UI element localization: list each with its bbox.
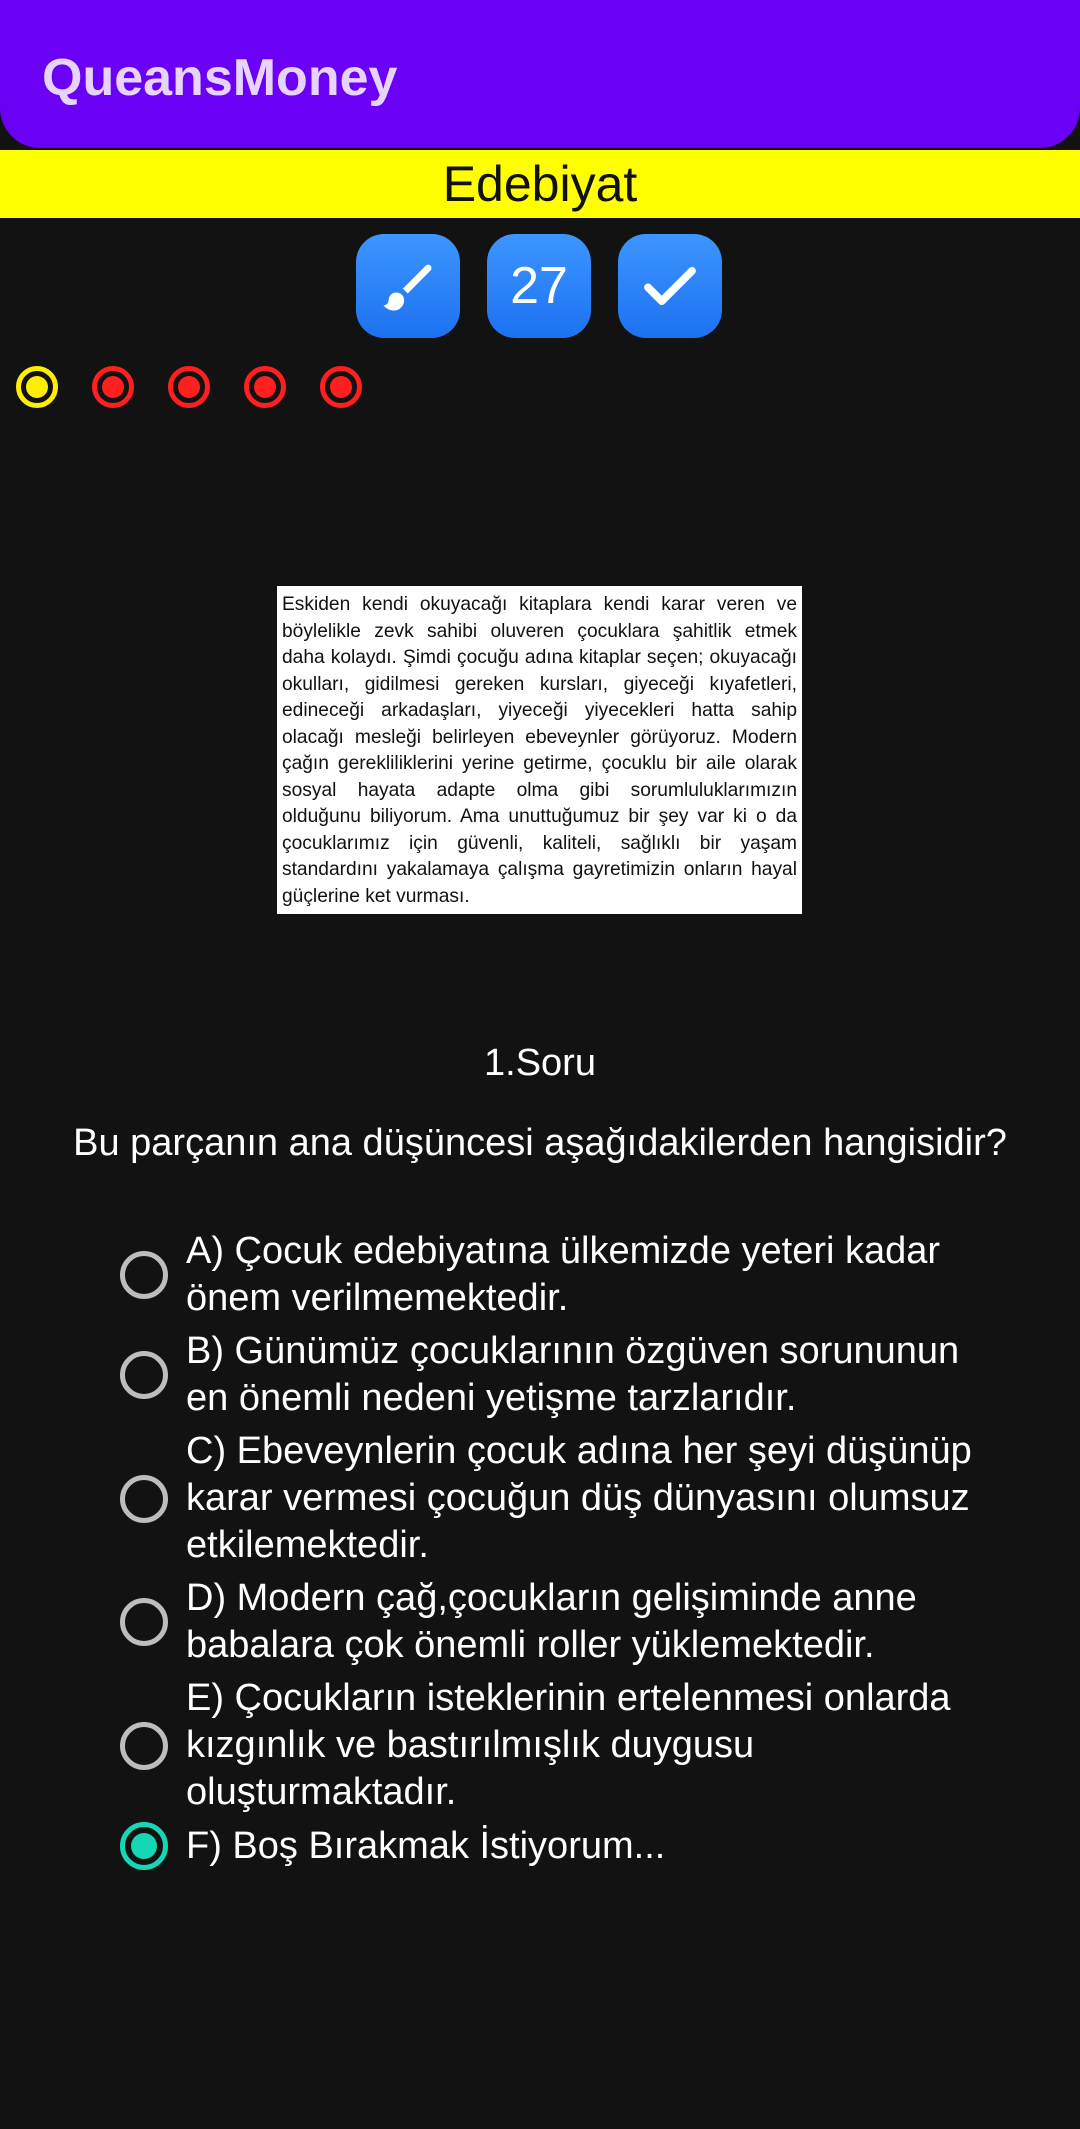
check-icon xyxy=(637,253,703,319)
subject-title: Edebiyat xyxy=(0,150,1080,218)
progress-dot-3[interactable] xyxy=(168,366,210,408)
progress-dot-center xyxy=(178,376,200,398)
question-progress-dots xyxy=(16,366,362,408)
answer-option-e[interactable] xyxy=(120,1675,1000,1816)
progress-dot-4[interactable] xyxy=(244,366,286,408)
radio-button[interactable] xyxy=(120,1822,168,1870)
progress-dot-5[interactable] xyxy=(320,366,362,408)
progress-dot-2[interactable] xyxy=(92,366,134,408)
progress-dot-center xyxy=(26,376,48,398)
radio-button[interactable] xyxy=(120,1351,168,1399)
brush-icon xyxy=(377,255,439,317)
answer-option-d[interactable] xyxy=(120,1575,1000,1669)
progress-dot-center xyxy=(102,376,124,398)
radio-button[interactable] xyxy=(120,1722,168,1770)
answer-option-b[interactable] xyxy=(120,1328,1000,1422)
answer-option-a[interactable] xyxy=(120,1228,1000,1322)
radio-button[interactable] xyxy=(120,1475,168,1523)
progress-dot-center xyxy=(254,376,276,398)
question-count-button[interactable]: 27 xyxy=(487,234,591,338)
progress-dot-1[interactable] xyxy=(16,366,58,408)
answer-option-label: C) Ebeveynlerin çocuk adına her şeyi düşünüp karar vermesi çocuğun düş dünyasını olumsuz etkilemektedir. xyxy=(186,1430,972,1566)
answer-option-f[interactable] xyxy=(120,1822,1000,1870)
radio-button[interactable] xyxy=(120,1598,168,1646)
brush-button[interactable] xyxy=(356,234,460,338)
radio-selected-dot xyxy=(131,1833,157,1859)
app-title: QueansMoney xyxy=(42,49,398,107)
radio-button[interactable] xyxy=(120,1251,168,1299)
answer-option-label: D) Modern çağ,çocukların gelişiminde anne babalara çok önemli roller yüklemektedir. xyxy=(186,1577,917,1666)
toolbar xyxy=(356,234,722,338)
answer-option-label: A) Çocuk edebiyatına ülkemizde yeteri kadar önem verilmemektedir. xyxy=(186,1230,941,1319)
app-bar xyxy=(0,0,1080,148)
question-text: Bu parçanın ana düşüncesi aşağıdakilerden hangisidir? xyxy=(73,1122,1007,1164)
submit-button[interactable] xyxy=(618,234,722,338)
answer-options xyxy=(120,1228,1000,1876)
answer-option-c[interactable] xyxy=(120,1428,1000,1569)
answer-option-label: F) Boş Bırakmak İstiyorum... xyxy=(186,1824,666,1867)
progress-dot-center xyxy=(330,376,352,398)
answer-option-label: B) Günümüz çocuklarının özgüven sorununun en önemli nedeni yetişme tarzlarıdır. xyxy=(186,1330,960,1419)
question-number: 1.Soru xyxy=(484,1042,596,1084)
reading-passage: Eskiden kendi okuyacağı kitaplara kendi karar veren ve böylelikle zevk sahibi oluveren çocuklara şahitlik etmek daha kolaydı. Şimdi çocuğu adına kitaplar seçen; okuyacağı okulları, gidilmesi gereken kursları, giyeceği kıyafetleri, edineceği arkadaşları, yiyeceği yiyecekleri hatta sahip olacağı mesleği belirleyen ebeveynler görüyoruz. Modern çağın gerekliliklerini yerine getirme, çocuklu bir aile olarak sosyal hayata adapte olma gibi sorumluluklarımızın olduğunu biliyorum. Ama unuttuğumuz bir şey var ki o da çocuklarımız için güvenli, kaliteli, sağlıklı bir yaşam standardını yakalamaya çalışma gayretimizin onların hayal güçlerine ket vurması. xyxy=(277,586,802,914)
answer-option-label: E) Çocukların isteklerinin ertelenmesi onlarda kızgınlık ve bastırılmışlık duygusu oluşturmaktadır. xyxy=(186,1677,951,1813)
